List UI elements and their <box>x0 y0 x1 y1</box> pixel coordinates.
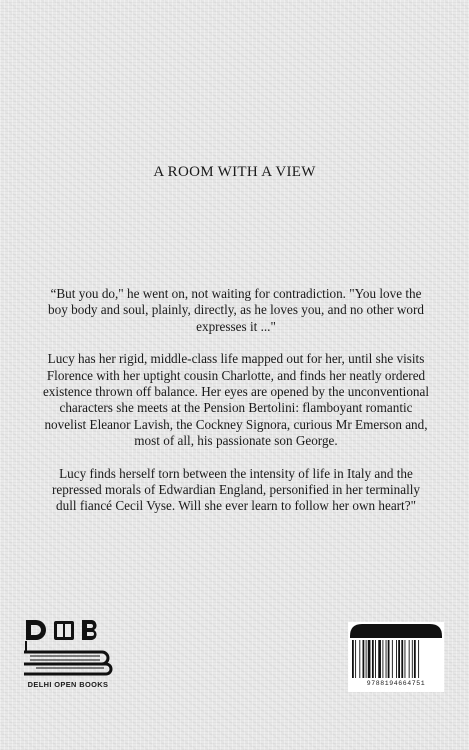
publisher-name: DELHI OPEN BOOKS <box>27 680 109 689</box>
book-title: A ROOM WITH A VIEW <box>153 164 316 180</box>
isbn-number: 9788194664751 <box>366 680 426 687</box>
blurb-hook: Lucy finds herself torn between the intensity of life in Italy and the repressed morals of Edwardian England, personified in her terminally dull fiancé Cecil Vyse. Will she ever learn to follow her own heart?" <box>51 465 421 514</box>
blurb-summary: Lucy has her rigid, middle-class life mapped out for her, until she visits Florence with her uptight cousin Charlotte, and finds her neatly ordered existence thrown off balance. Her eyes are opened by the unconventional characters she meets at the Pension Bertolini: flamboyant romantic novelist Eleanor Lavish, the Cockney Signora, curious Mr Emerson and, most of all, his passionate son George. <box>42 351 430 449</box>
back-cover-blurb <box>42 286 430 531</box>
blurb-quote: “But you do," he went on, not waiting for contradiction. "You love the boy body and soul, plainly, directly, as he loves you, and no other word expresses it ..." <box>48 286 424 334</box>
